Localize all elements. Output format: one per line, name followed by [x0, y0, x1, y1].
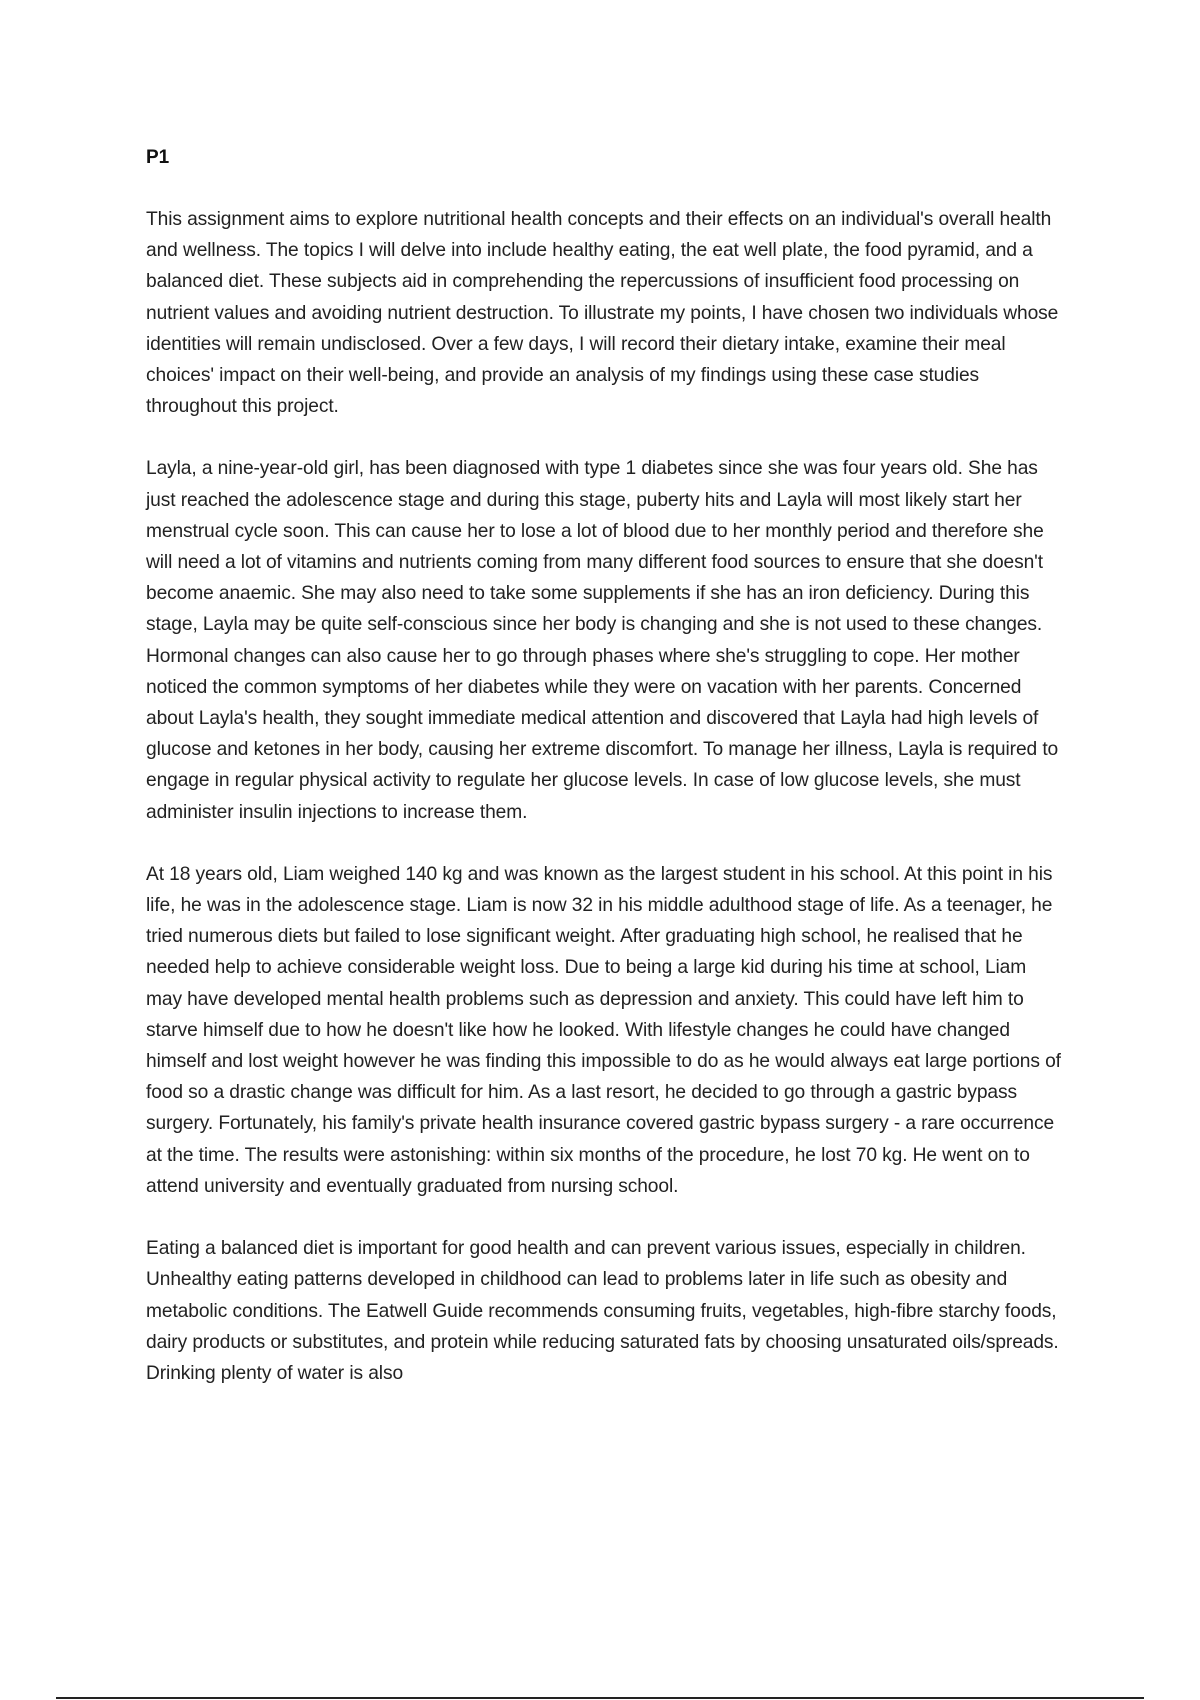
paragraph-liam-case-study: At 18 years old, Liam weighed 140 kg and was known as the largest student in his school. At this point in his life, he was in the adolescence stage. Liam is now 32 in his middle adulthood stage of life. As a teenager, he tried numerous diets but failed to lose significant weight. After graduating high school, he realised that he needed help to achieve considerable weight loss. Due to being a large kid during his time at school, Liam may have developed mental health problems such as depression and anxiety. This could have left him to starve himself due to how he doesn't like how he looked. With lifestyle changes he could have changed himself and lost weight however he was finding this impossible to do as he would always eat large portions of food so a drastic change was difficult for him. As a last resort, he decided to go through a gastric bypass surgery. Fortunately, his family's private health insurance covered gastric bypass surgery - a rare occurrence at the time. The results were astonishing: within six months of the procedure, he lost 70 kg. He went on to attend university and eventually graduated from nursing school. [146, 863, 1061, 1197]
paragraph-layla-case-study: Layla, a nine-year-old girl, has been diagnosed with type 1 diabetes since she was four years old. She has just reached the adolescence stage and during this stage, puberty hits and Layla will most likely start her menstrual cycle soon. This can cause her to lose a lot of blood due to her monthly period and therefore she will need a lot of vitamins and nutrients coming from many different food sources to ensure that she doesn't become anaemic. She may also need to take some supplements if she has an iron deficiency. During this stage, Layla may be quite self-conscious since her body is changing and she is not used to these changes. Hormonal changes can also cause her to go through phases where she's struggling to cope. Her mother noticed the common symptoms of her diabetes while they were on vacation with her parents. Concerned about Layla's health, they sought immediate medical attention and discovered that Layla had high levels of glucose and ketones in her body, causing her extreme discomfort. To manage her illness, Layla is required to engage in regular physical activity to regulate her glucose levels. In case of low glucose levels, she must administer insulin injections to increase them. [146, 458, 1059, 823]
section-heading: P1 [146, 147, 170, 168]
document-page [146, 138, 1066, 1420]
paragraph-balanced-diet: Eating a balanced diet is important for good health and can prevent various issues, especially in children. Unhealthy eating patterns developed in childhood can lead to problems later in life such as obesity and metabolic conditions. The Eatwell Guide recommends consuming fruits, vegetables, high-fibre starchy foods, dairy products or substitutes, and protein while reducing saturated fats by choosing unsaturated oils/spreads. Drinking plenty of water is also [146, 1238, 1059, 1384]
paragraph-introduction: This assignment aims to explore nutritional health concepts and their effects on an individual's overall health and wellness. The topics I will delve into include healthy eating, the eat well plate, the food pyramid, and a balanced diet. These subjects aid in comprehending the repercussions of insufficient food processing on nutrient values and avoiding nutrient destruction. To illustrate my points, I have chosen two individuals whose identities will remain undisclosed. Over a few days, I will record their dietary intake, examine their meal choices' impact on their well-being, and provide an analysis of my findings using these case studies throughout this project. [146, 209, 1059, 418]
page-bottom-divider [56, 1697, 1144, 1699]
